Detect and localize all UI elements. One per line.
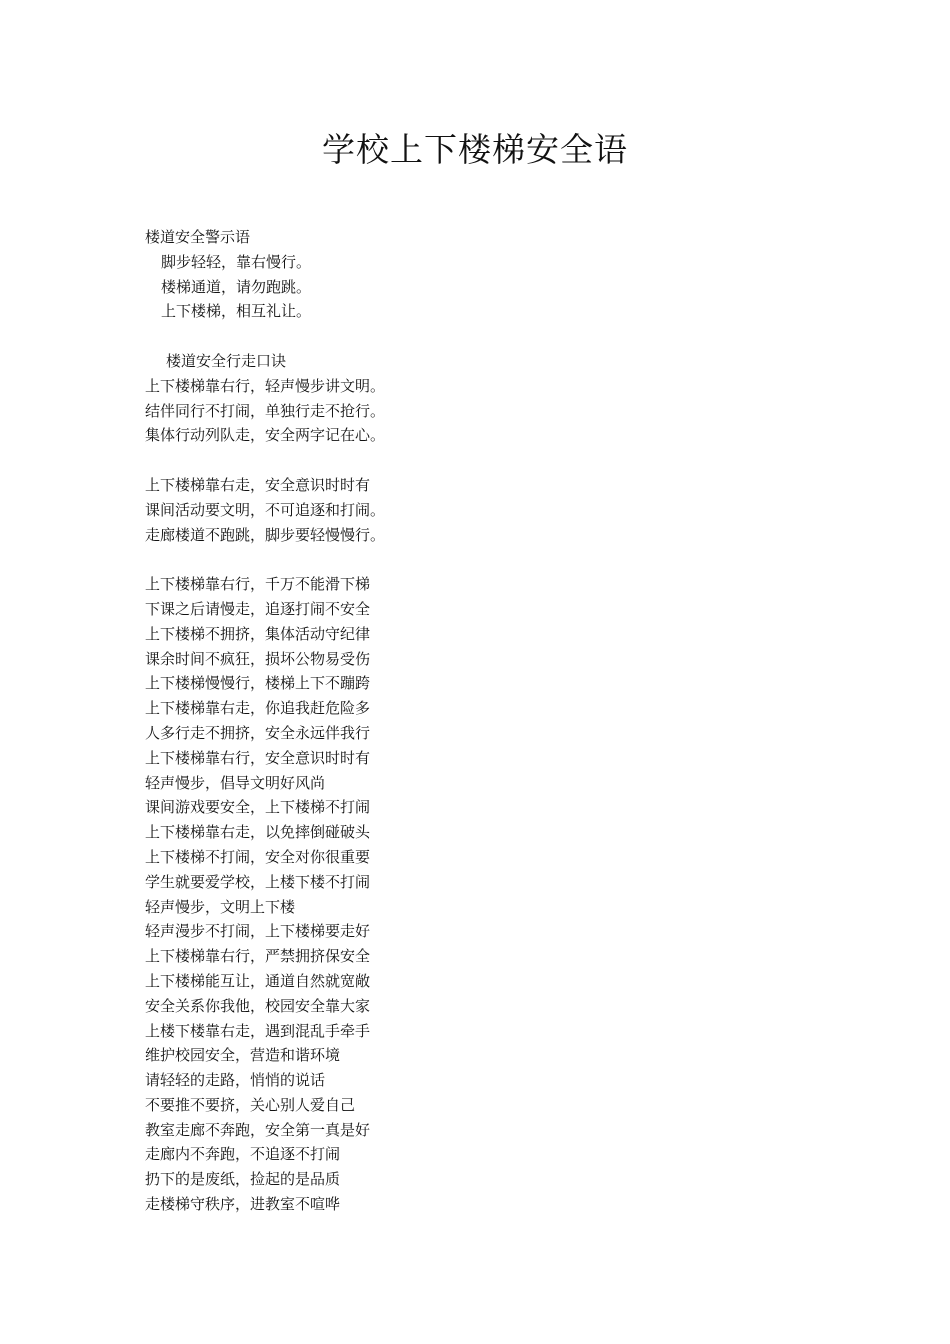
rhyme-line: 结伴同行不打闹，单独行走不抢行。 xyxy=(145,401,386,420)
blank-line xyxy=(145,324,845,349)
slogan-line: 上楼下楼靠右走，遇到混乱手牵手 xyxy=(145,1021,371,1040)
slogan-line: 上下楼梯不拥挤，集体活动守纪律 xyxy=(145,624,371,643)
section-heading-rhyme: 楼道安全行走口诀 xyxy=(166,351,287,370)
slogan-line: 上下楼梯不打闹，安全对你很重要 xyxy=(145,847,371,866)
slogan-line: 下课之后请慢走，追逐打闹不安全 xyxy=(145,599,371,618)
slogan-line: 安全关系你我他，校园安全靠大家 xyxy=(145,996,371,1015)
verse-line: 上下楼梯靠右走，安全意识时时有 xyxy=(145,475,371,494)
warning-line: 脚步轻轻，靠右慢行。 xyxy=(161,252,312,271)
section-heading-warning: 楼道安全警示语 xyxy=(145,228,251,246)
slogan-line: 上下楼梯靠右走，以免摔倒碰破头 xyxy=(145,823,371,842)
slogan-line: 课余时间不疯狂，损坏公物易受伤 xyxy=(145,649,371,668)
slogan-line: 走廊内不奔跑，不追逐不打闹 xyxy=(145,1145,341,1164)
warning-line: 上下楼梯，相互礼让。 xyxy=(161,302,312,321)
slogan-line: 轻声慢步，文明上下楼 xyxy=(145,897,296,916)
slogan-line: 人多行走不拥挤，安全永远伴我行 xyxy=(145,723,371,742)
slogan-line: 扔下的是废纸，捡起的是品质 xyxy=(145,1170,341,1189)
slogan-line: 请轻轻的走路，悄悄的说话 xyxy=(145,1071,326,1090)
verse-line: 走廊楼道不跑跳，脚步要轻慢慢行。 xyxy=(145,525,386,544)
slogan-line: 轻声慢步，倡导文明好风尚 xyxy=(145,773,326,792)
slogan-line: 课间游戏要安全，上下楼梯不打闹 xyxy=(145,798,371,817)
slogan-line: 学生就要爱学校，上楼下楼不打闹 xyxy=(145,872,371,891)
slogan-line: 上下楼梯靠右行，安全意识时时有 xyxy=(145,748,371,767)
slogan-line: 上下楼梯靠右走，你追我赶危险多 xyxy=(145,699,371,718)
slogan-line: 上下楼梯慢慢行，楼梯上下不蹦跨 xyxy=(145,674,371,693)
slogan-line: 上下楼梯能互让，通道自然就宽敞 xyxy=(145,971,371,990)
slogan-line: 轻声漫步不打闹，上下楼梯要走好 xyxy=(145,922,371,941)
document-body xyxy=(145,225,845,1217)
slogan-line: 不要推不要挤，关心别人爱自己 xyxy=(145,1095,356,1114)
slogan-line: 走楼梯守秩序，进教室不喧哗 xyxy=(145,1195,341,1214)
slogan-line: 上下楼梯靠右行，严禁拥挤保安全 xyxy=(145,947,371,966)
slogan-line: 维护校园安全，营造和谐环境 xyxy=(145,1046,341,1065)
page-title: 学校上下楼梯安全语 xyxy=(322,130,628,169)
slogan-line: 上下楼梯靠右行，千万不能滑下梯 xyxy=(145,575,371,594)
rhyme-line: 集体行动列队走，安全两字记在心。 xyxy=(145,426,386,445)
slogan-line: 教室走廊不奔跑，安全第一真是好 xyxy=(145,1120,371,1139)
verse-line: 课间活动要文明，不可追逐和打闹。 xyxy=(145,500,386,519)
blank-line xyxy=(145,448,845,473)
warning-line: 楼梯通道，请勿跑跳。 xyxy=(161,277,312,296)
rhyme-line: 上下楼梯靠右行，轻声慢步讲文明。 xyxy=(145,376,386,395)
blank-line xyxy=(145,547,845,572)
